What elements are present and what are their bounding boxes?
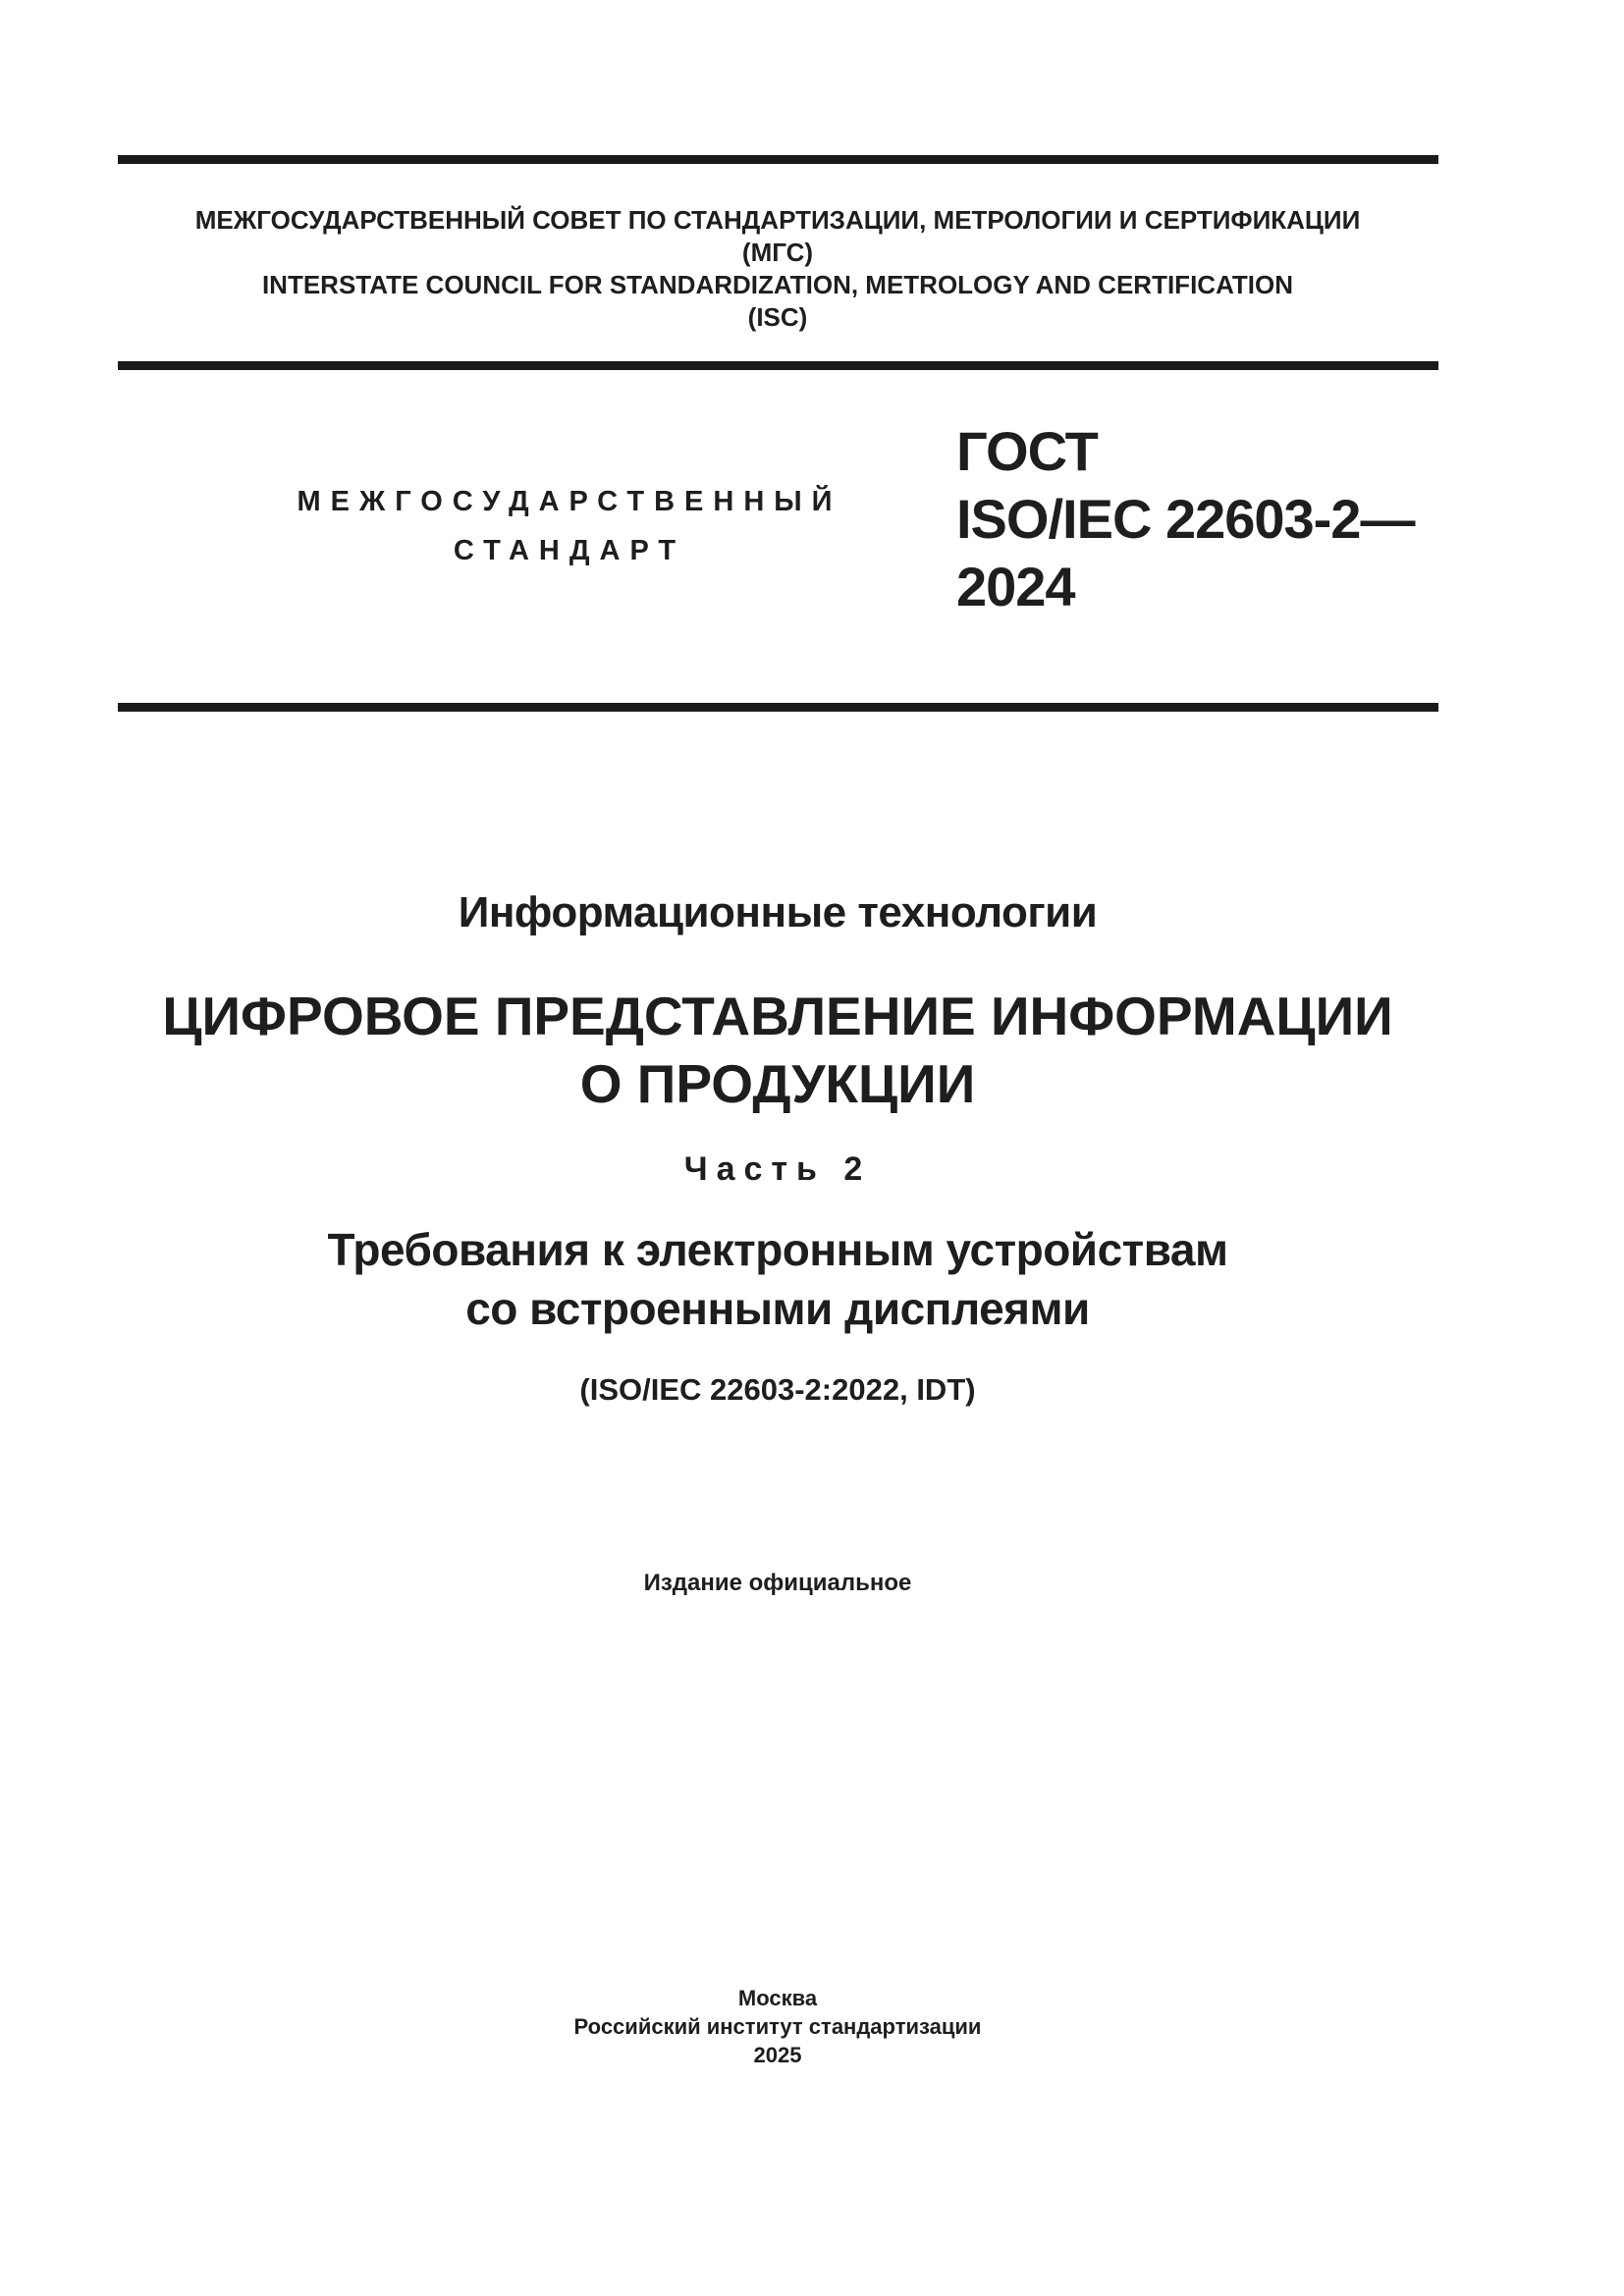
council-en-abbr: (ISC) <box>747 302 808 332</box>
standard-type-line1: МЕЖГОСУДАРСТВЕННЫЙ <box>297 486 842 517</box>
designation-number: ISO/IEC 22603-2— <box>956 488 1415 550</box>
standard-type <box>265 477 874 575</box>
imprint-city: Москва <box>737 1986 818 2010</box>
part-number: Часть 2 <box>683 1150 872 1188</box>
subtitle-line1: Требования к электронным устройствам <box>327 1224 1228 1275</box>
designation-gost: ГОСТ <box>956 420 1098 482</box>
general-title: Информационные технологии <box>458 888 1098 936</box>
council-ru-abbr: (МГС) <box>741 238 814 267</box>
standard-type-line2: СТАНДАРТ <box>453 535 686 566</box>
imprint-year: 2025 <box>753 2043 802 2067</box>
main-title-line1: ЦИФРОВОЕ ПРЕДСТАВЛЕНИЕ ИНФОРМАЦИИ <box>162 986 1393 1046</box>
edition-label: Издание официальное <box>643 1570 912 1596</box>
council-en-name: INTERSTATE COUNCIL FOR STANDARDIZATION, METROLOGY AND CERTIFICATION <box>261 270 1294 299</box>
imprint-publisher: Российский институт стандартизации <box>573 2014 982 2039</box>
designation-year: 2024 <box>956 556 1075 617</box>
standard-designation <box>956 417 1414 620</box>
main-title-line2: О ПРОДУКЦИИ <box>579 1053 976 1114</box>
subtitle-line2: со встроенными дисплеями <box>465 1283 1090 1334</box>
council-ru-name: МЕЖГОСУДАРСТВЕННЫЙ СОВЕТ ПО СТАНДАРТИЗАЦИИ, МЕТРОЛОГИИ И СЕРТИФИКАЦИИ <box>194 205 1361 235</box>
title-rule <box>118 703 1438 712</box>
header-rule <box>118 361 1438 370</box>
top-rule <box>118 155 1438 164</box>
iso-reference: (ISO/IEC 22603-2:2022, IDT) <box>579 1372 976 1407</box>
